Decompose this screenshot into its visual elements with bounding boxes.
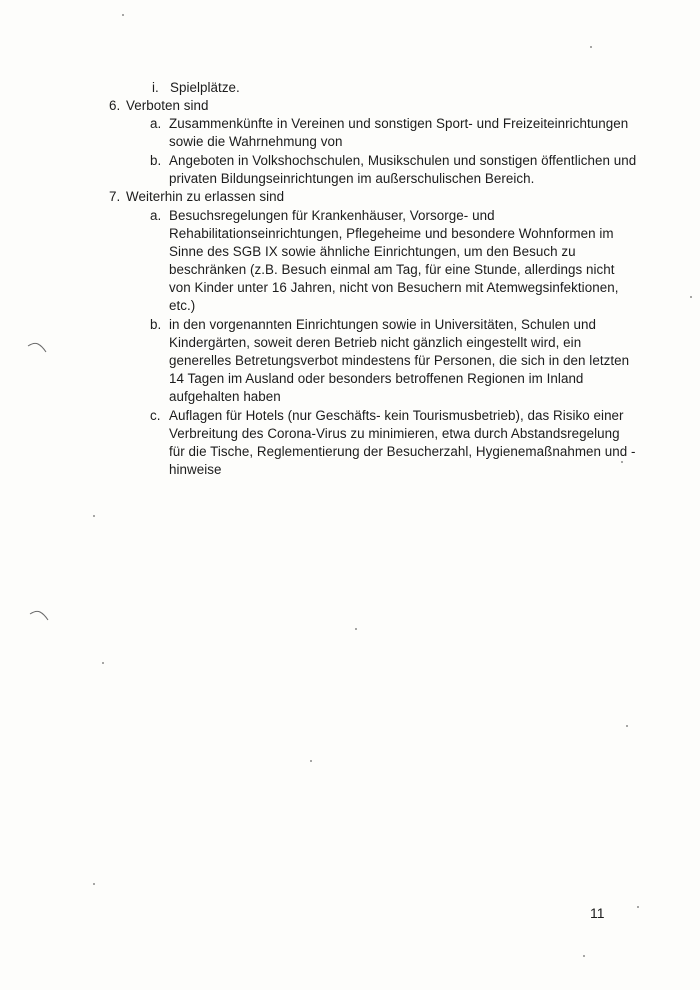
item-6b-line-2: privaten Bildungseinrichtungen im außerschulischen Bereich. bbox=[169, 171, 535, 186]
list-marker-7c: c. bbox=[150, 408, 161, 423]
item-7b-line-2: Kindergärten, soweit deren Betrieb nicht gänzlich eingestellt wird, ein bbox=[169, 335, 582, 350]
item-6a-line-2: sowie die Wahrnehmung von bbox=[169, 134, 343, 149]
item-7c-line-3: für die Tische, Reglementierung der Besucherzahl, Hygienemaßnahmen und - bbox=[169, 444, 636, 459]
scan-speck bbox=[93, 515, 95, 517]
list-marker-6b: b. bbox=[150, 153, 162, 168]
item-7a-line-6: etc.) bbox=[169, 298, 196, 313]
item-7a-line-5: von Kinder unter 16 Jahren, nicht von Besuchern mit Atemwegsinfektionen, bbox=[169, 280, 619, 295]
item-6a-line-1: Zusammenkünfte in Vereinen und sonstigen Sport- und Freizeiteinrichtungen bbox=[169, 116, 629, 131]
item-7b-line-1: in den vorgenannten Einrichtungen sowie in Universitäten, Schulen und bbox=[169, 317, 597, 332]
item-7a-line-2: Rehabilitationseinrichtungen, Pflegeheime und besondere Wohnformen im bbox=[169, 226, 614, 241]
list-marker-7b: b. bbox=[150, 317, 162, 332]
page-number: 11 bbox=[590, 905, 605, 921]
scan-speck bbox=[122, 14, 124, 16]
item-7b-line-5: aufgehalten haben bbox=[169, 389, 281, 404]
item-7c-line-4: hinweise bbox=[169, 462, 222, 477]
list-item-i-line-1: Spielplätze. bbox=[170, 80, 240, 95]
list-marker-6a: a. bbox=[150, 116, 162, 131]
scan-speck bbox=[590, 46, 592, 48]
list-marker-7a: a. bbox=[150, 208, 162, 223]
item-7b-line-4: 14 Tagen im Ausland oder besonders betroffenen Regionen im Inland bbox=[169, 371, 584, 386]
scan-speck bbox=[637, 906, 639, 908]
item-7a-line-1: Besuchsregelungen für Krankenhäuser, Vorsorge- und bbox=[169, 208, 495, 223]
list-marker-6: 6. bbox=[109, 98, 121, 113]
scan-mark-1 bbox=[26, 340, 48, 354]
scan-mark-2 bbox=[28, 608, 50, 622]
item-7b-line-3: generelles Betretungsverbot mindestens für Personen, die sich in den letzten bbox=[169, 353, 630, 368]
item-6-heading: Verboten sind bbox=[126, 98, 209, 113]
item-7c-line-1: Auflagen für Hotels (nur Geschäfts- kein Tourismusbetrieb), das Risiko einer bbox=[169, 408, 624, 423]
list-marker-i: i. bbox=[152, 80, 159, 95]
item-7a-line-3: Sinne des SGB IX sowie ähnliche Einrichtungen, um den Besuch zu bbox=[169, 244, 576, 259]
scan-speck bbox=[310, 760, 312, 762]
item-6b-line-1: Angeboten in Volkshochschulen, Musikschulen und sonstigen öffentlichen und bbox=[169, 153, 637, 168]
scan-speck bbox=[626, 725, 628, 727]
scan-speck bbox=[93, 883, 95, 885]
list-marker-7: 7. bbox=[109, 189, 121, 204]
item-7-heading: Weiterhin zu erlassen sind bbox=[126, 189, 285, 204]
scan-speck bbox=[355, 628, 357, 630]
scan-speck bbox=[690, 296, 692, 298]
scan-speck bbox=[621, 461, 623, 463]
scan-speck bbox=[102, 662, 104, 664]
scan-speck bbox=[583, 955, 585, 957]
item-7c-line-2: Verbreitung des Corona-Virus zu minimieren, etwa durch Abstandsregelung bbox=[169, 426, 620, 441]
item-7a-line-4: beschränken (z.B. Besuch einmal am Tag, für eine Stunde, allerdings nicht bbox=[169, 262, 615, 277]
